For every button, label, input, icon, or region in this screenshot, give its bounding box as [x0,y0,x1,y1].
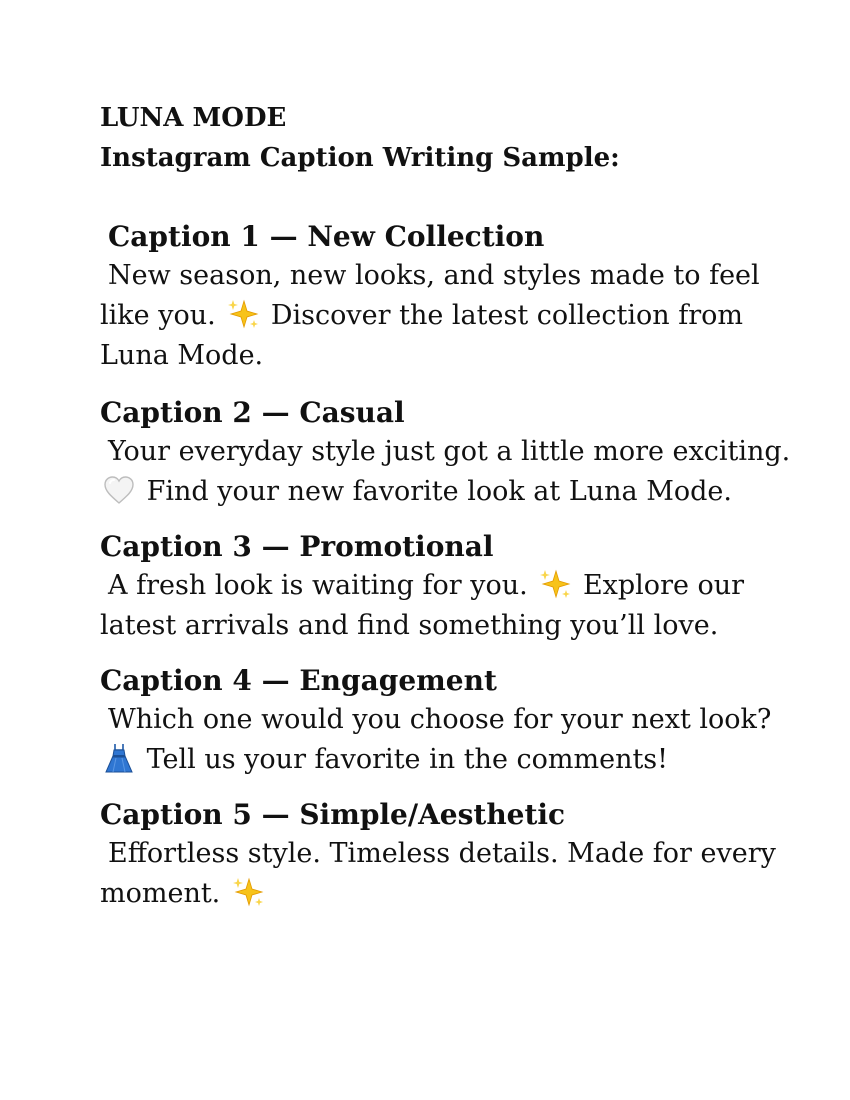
caption-2-text [100,432,800,512]
caption-1-text-after: Discover the latest collection from Luna Mode. [100,300,743,371]
dress-icon [102,742,136,774]
caption-4-text-after: Tell us your favorite in the comments! [146,744,669,775]
caption-2 [100,394,800,512]
caption-4-heading: Caption 4 — Engagement [100,664,497,697]
caption-2-text-before: Your everyday style just got a little more exciting. [108,436,791,467]
white-heart-icon [102,474,136,506]
caption-5-heading: Caption 5 — Simple/Aesthetic [100,798,566,831]
caption-4-text [100,700,800,780]
caption-5-text-before: Effortless style. Timeless details. Made for every moment. [100,838,776,909]
caption-3-text-before: A fresh look is waiting for you. [108,570,528,601]
sparkles-icon [231,876,265,908]
caption-1-text-before: New season, new looks, and styles made to feel like you. [100,260,760,331]
caption-4 [100,662,800,780]
document-title: Instagram Caption Writing Sample: [100,143,620,173]
caption-1 [100,218,800,376]
caption-3-text-after: Explore our latest arrivals and find something you’ll love. [100,570,745,641]
sparkles-icon [226,298,260,330]
caption-4-text-before: Which one would you choose for your next look? [108,704,772,735]
caption-5 [100,796,800,914]
caption-2-heading: Caption 2 — Casual [100,396,405,429]
caption-1-text [100,256,800,376]
caption-3 [100,528,800,646]
document-page [100,98,800,914]
sparkles-icon [538,568,572,600]
caption-1-heading: Caption 1 — New Collection [108,220,545,253]
caption-3-heading: Caption 3 — Promotional [100,530,494,563]
caption-3-text [100,566,800,646]
caption-2-text-after: Find your new favorite look at Luna Mode. [146,476,732,507]
brand-name: LUNA MODE [100,103,287,133]
caption-5-text [100,834,800,914]
